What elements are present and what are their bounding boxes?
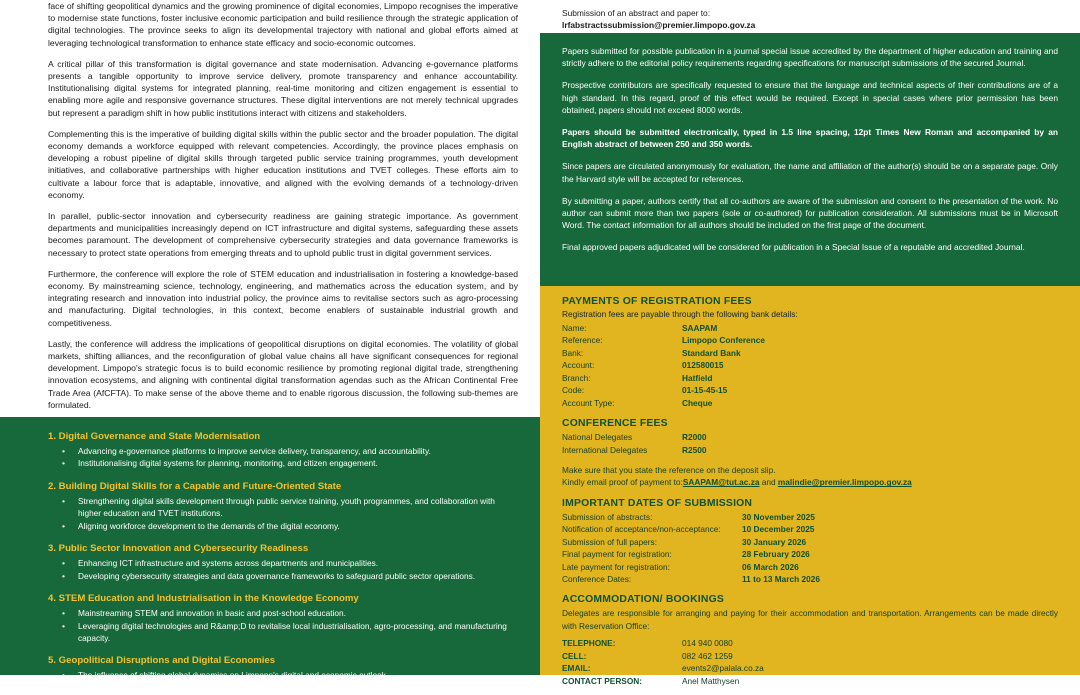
payment-row [562, 347, 1058, 359]
sub-themes-panel [0, 417, 540, 693]
payment-row [562, 359, 1058, 371]
guideline-paragraph: Final approved papers adjudicated will be considered for publication in a Special Issue of a reputable and accredited Journal. [562, 242, 1025, 253]
date-value: 11 to 13 March 2026 [742, 574, 820, 584]
contact-value[interactable]: events2@palala.co.za [682, 663, 764, 674]
right-column [540, 0, 1080, 686]
payments-subtitle: Registration fees are payable through the following bank details: [562, 309, 798, 319]
paragraph: Complementing this is the imperative of building digital skills within the public sector and the broader population. The digital economy demands a workforce equipped with relevant competencies. Accordingly, the province places emphasis on developing a robust pipeline of digital skills through targeted public service training programmes, youth development initiatives, and collaborative partnerships with higher education institutions and TVET colleges. These efforts aim to cultivate a labour force that is adaptable, innovative, and aligned with the evolving demands of a technology-driven economy. [48, 128, 518, 200]
payment-label: Account: [562, 360, 595, 371]
date-label: Submission of full papers: [562, 536, 658, 547]
payment-email-2[interactable]: malindie@premier.limpopo.gov.za [777, 477, 912, 488]
payment-label: Code: [562, 385, 585, 396]
payment-label: Name: [562, 323, 587, 333]
payment-value: Standard Bank [682, 347, 741, 358]
date-row [562, 573, 1058, 585]
fee-label: International Delegates [562, 444, 648, 455]
fee-row [562, 431, 1058, 443]
theme-bullets-1 [48, 445, 516, 470]
theme-bullet: • Enhancing ICT infrastructure and systems across departments and municipalities. [78, 557, 516, 569]
guideline-paragraph: Since papers are circulated anonymously for evaluation, the name and affiliation of the author(s) should be on a separate page. Only the Harvard style will be accepted for references. [562, 161, 1058, 184]
theme-bullet: • Leveraging digital technologies and R&amp;D to revitalise local industrialisation, agro-processing, and manufacturing capacity. [78, 620, 516, 645]
theme-bullets-3 [48, 557, 516, 582]
date-row [562, 561, 1058, 573]
date-value: 30 November 2025 [742, 511, 815, 522]
payments-heading: PAYMENTS OF REGISTRATION FEES [562, 296, 752, 307]
contact-label: CONTACT PERSON: [562, 675, 643, 686]
theme-bullet: • Institutionalising digital systems for planning, monitoring, and citizen engagement. [78, 457, 516, 469]
theme-bullet: • Building economic resilience through regional digital trade and innovation. [78, 682, 516, 694]
left-column [0, 0, 540, 693]
contact-value: Anel Matthysen [682, 675, 740, 686]
contact-row [562, 675, 1058, 687]
date-row [562, 523, 1058, 535]
contact-value: 014 940 0080 [682, 638, 733, 649]
payment-row [562, 397, 1058, 409]
theme-heading-1: 1. Digital Governance and State Modernisation [48, 431, 261, 442]
payment-row [562, 384, 1058, 396]
contact-label: EMAIL: [562, 663, 591, 674]
date-row [562, 511, 1058, 523]
payment-label: Branch: [562, 372, 591, 383]
payment-label: Account Type: [562, 397, 615, 408]
fee-label: National Delegates [562, 432, 633, 443]
payment-label: Bank: [562, 347, 584, 358]
payment-value: SAAPAM [682, 323, 718, 333]
theme-bullet: • Aligning workforce development to the demands of the digital economy. [78, 520, 516, 532]
date-value: 06 March 2026 [742, 561, 799, 572]
payment-note-line1: Make sure that you state the reference on the deposit slip. [562, 464, 776, 475]
contact-row [562, 637, 1058, 649]
date-row [562, 548, 1058, 560]
contact-label: CELL: [562, 650, 587, 661]
date-label: Submission of abstracts: [562, 511, 653, 522]
date-value: 10 December 2025 [742, 524, 815, 535]
left-body-text [48, 0, 518, 420]
conference-fees-heading: CONFERENCE FEES [562, 418, 668, 430]
accommodation-heading: ACCOMMODATION/ BOOKINGS [562, 594, 724, 606]
contact-label: TELEPHONE: [562, 638, 616, 649]
guideline-paragraph: Papers should be submitted electronically, typed in 1.5 line spacing, 12pt Times New Roman and accompanied by an English abstract of between 250 and 350 words. [562, 126, 1058, 150]
guideline-paragraph: By submitting a paper, authors certify that all co-authors are aware of the submission and consent to the presentation of the work. No author can submit more than two papers (sole or co-authored) for publication consideration. All submissions must be in Microsoft Word. The contact information for all authors should be included on the first page of the document. [562, 195, 1058, 231]
payment-note-and: and [759, 477, 778, 488]
accommodation-text: Delegates are responsible for arranging and paying for their accommodation and transportation. Arrangements can be made directly with Reservation Office: [562, 608, 1058, 631]
important-dates-heading: IMPORTANT DATES OF SUBMISSION [562, 497, 753, 509]
submission-email[interactable]: lrfabstractssubmission@premier.limpopo.gov.za [562, 20, 756, 31]
date-label: Late payment for registration: [562, 561, 670, 572]
contact-value: 082 462 1259 [682, 650, 733, 661]
contact-row [562, 662, 1058, 674]
theme-bullets-5 [48, 669, 516, 694]
payment-value: 012580015 [682, 360, 724, 371]
payment-email-1[interactable]: SAAPAM@tut.ac.za [682, 477, 760, 488]
paragraph: Lastly, the conference will address the implications of geopolitical disruptions on digital economies. The volatility of global markets, shifting alliances, and the reconfiguration of global value chains all have significant consequences for regional development. Limpopo's strategic focus is to build economic resilience by promoting regional digital trade, strengthening innovation ecosystems, and aligning with continental digital transformation agendas such as the African Continental Free Trade Area (AfCFTA). To make sense of the above theme and to enable rigorous discussion, the following sub-themes are formulated. [48, 338, 518, 410]
payment-row [562, 322, 1058, 334]
payment-note [562, 464, 1058, 489]
theme-heading-5: 5. Geopolitical Disruptions and Digital Economies [48, 655, 276, 667]
fee-row [562, 444, 1058, 456]
paragraph: face of shifting geopolitical dynamics and the growing prominence of digital economies, Limpopo recognises the imperative to modernise state functions, foster inclusive economic participation and build resilience through the strategic application of digital technologies. The province seeks to align its developmental trajectory with national and global efforts aimed at leveraging technological transformation to enhance state efficacy and socio-economic outcomes. [48, 1, 518, 48]
theme-heading-3: 3. Public Sector Innovation and Cybersecurity Readiness [48, 543, 309, 555]
payment-note-line2: Kindly email proof of payment to: [562, 477, 683, 488]
theme-bullet: • Strengthening digital skills development through public service training, youth programmes, and collaboration with higher education and TVET institutions. [78, 495, 516, 520]
payment-value: Cheque [682, 397, 713, 408]
theme-bullets-4 [48, 607, 516, 644]
payment-label: Reference: [562, 335, 603, 346]
payment-value: 01-15-45-15 [682, 385, 728, 396]
guideline-paragraph: Papers submitted for possible publication in a journal special issue accredited by the department of higher education and training and strictly adhere to the editorial policy requirements regarding specifications for manuscript submissions of the secured Journal. [562, 46, 1058, 69]
date-label: Notification of acceptance/non-acceptance: [562, 524, 721, 535]
submission-guidelines-panel [540, 33, 1080, 286]
theme-bullet: • The influence of shifting global dynamics on Limpopo's digital and economic outlook. [78, 669, 516, 681]
fee-value: R2500 [682, 444, 707, 455]
submission-intro: Submission of an abstract and paper to: [562, 8, 711, 18]
theme-heading-4: 4. STEM Education and Industrialisation in the Knowledge Economy [48, 593, 359, 605]
payment-value: Hatfield [682, 372, 713, 383]
fee-value: R2000 [682, 432, 707, 443]
paragraph: In parallel, public-sector innovation and cybersecurity readiness are gaining strategic importance. As government departments and municipalities increasingly depend on ICT infrastructure and digital systems, safeguarding these assets becomes paramount. The development of comprehensive cybersecurity strategies and data governance frameworks is necessary to protect state operations from emerging threats and to uphold public trust in digital government services. [48, 211, 518, 258]
payment-row [562, 372, 1058, 384]
paragraph: Furthermore, the conference will explore the role of STEM education and industrialisation in fostering a knowledge-based economy. By mainstreaming science, technology, engineering, and mathematics across the education system, and by integrating research and innovation into industrial policy, the province aims to revitalise sectors such as agro-processing and manufacturing. Digital technologies, in this context, become enablers of sustainable industrial growth and competitiveness. [48, 268, 518, 328]
theme-heading-2: 2. Building Digital Skills for a Capable and Future-Oriented State [48, 480, 342, 492]
theme-bullets-2 [48, 495, 516, 532]
submission-header [540, 0, 1080, 33]
date-label: Conference Dates: [562, 574, 632, 584]
contact-row [562, 650, 1058, 662]
fees-and-dates-panel [540, 286, 1080, 686]
theme-bullet: • Developing cybersecurity strategies and data governance frameworks to safeguard public sector operations. [78, 570, 516, 582]
date-row [562, 536, 1058, 548]
date-value: 30 January 2026 [742, 536, 807, 547]
theme-bullet: • Advancing e-governance platforms to improve service delivery, transparency, and accountability. [78, 445, 516, 457]
guideline-paragraph: Prospective contributors are specifically requested to ensure that the language and technical aspects of their contributions are of a high standard. In this regard, proof of this effect would be required. Except in special cases where prior permission has been obtained, papers should not exceed 8000 words. [562, 80, 1058, 115]
paragraph: A critical pillar of this transformation is digital governance and state modernisation. Advancing e-governance platforms presents a tangible opportunity to improve service delivery, promote transparency and enhance accountability. Institutionalising digital systems for integrated planning, real-time monitoring and citizen engagement is essential to enabling more agile and responsive governance structures. These digital interventions are not merely technical upgrades but represent a paradigm shift in how public institutions interact with citizens and stakeholders. [48, 58, 518, 118]
payment-row [562, 334, 1058, 346]
date-value: 28 February 2026 [742, 549, 810, 560]
theme-bullet: • Mainstreaming STEM and innovation in basic and post-school education. [78, 607, 516, 619]
payment-value: Limpopo Conference [682, 335, 765, 346]
date-label: Final payment for registration: [562, 549, 672, 560]
